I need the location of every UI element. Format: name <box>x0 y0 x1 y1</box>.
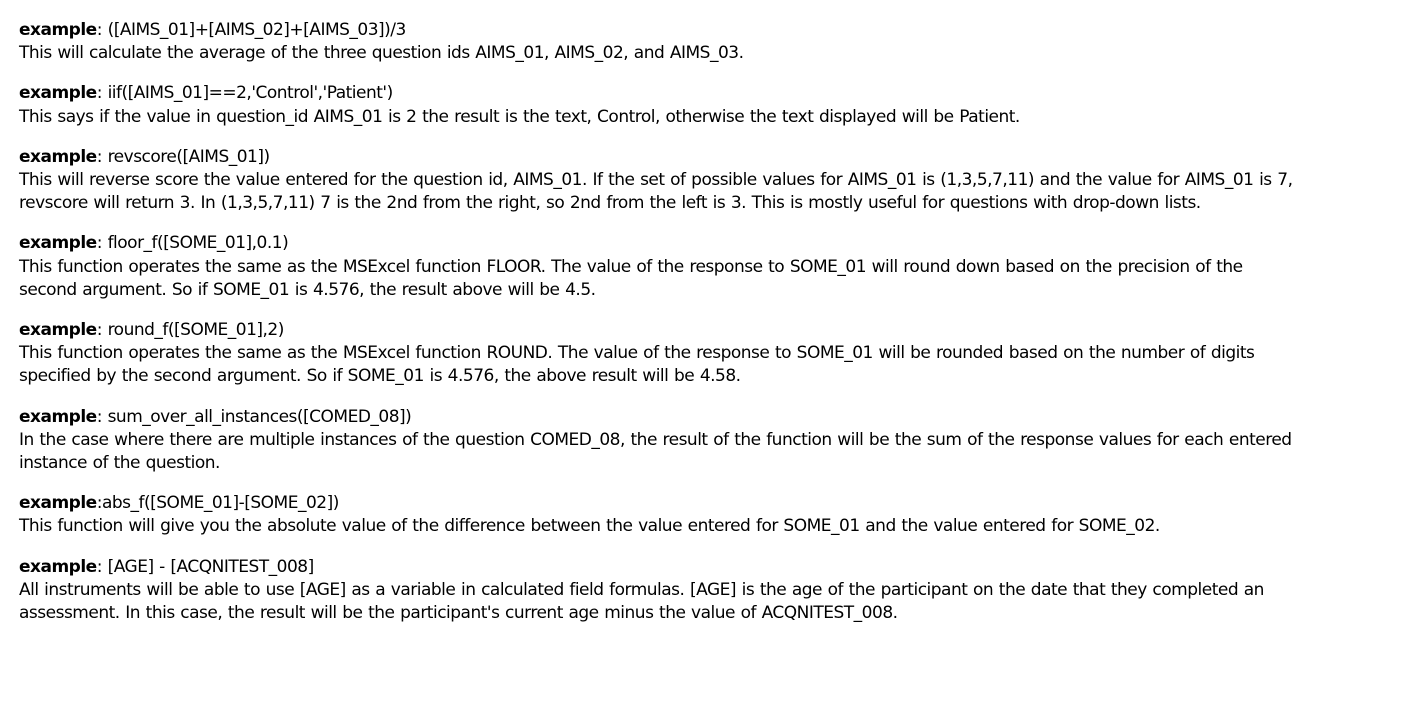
example-formula: sum_over_all_instances([COMED_08]) <box>107 406 412 427</box>
example-heading <box>19 319 1428 342</box>
example-heading <box>19 406 1428 429</box>
example-round <box>19 319 1428 389</box>
example-age <box>19 556 1428 626</box>
example-formula: ([AIMS_01]+[AIMS_02]+[AIMS_03])/3 <box>107 20 406 40</box>
example-separator: : <box>96 83 108 104</box>
example-label: example <box>19 320 97 341</box>
example-sum-over-all-instances <box>19 406 1428 476</box>
example-separator: : <box>96 406 108 427</box>
example-formula: abs_f([SOME_01]-[SOME_02]) <box>101 493 339 514</box>
example-iif <box>19 82 1428 128</box>
example-label: example <box>19 83 97 104</box>
example-description-line: This says if the value in question_id AIMS_01 is 2 the result is the text, Control, otherwise the text displayed will be Patient. <box>19 106 1020 127</box>
example-description-line: This will reverse score the value entered for the question id, AIMS_01. If the set of possible values for AIMS_01 is (1,3,5,7,11) and the value for AIMS_01 is 7, <box>19 170 1293 191</box>
example-formula: iif([AIMS_01]==2,'Control','Patient') <box>107 83 393 104</box>
example-description-line: specified by the second argument. So if SOME_01 is 4.576, the above result will be 4.58. <box>19 366 741 387</box>
example-description-line: In the case where there are multiple instances of the question COMED_08, the result of the function will be the sum of the response values for each entered <box>19 429 1292 450</box>
example-description-line: This will calculate the average of the three question ids AIMS_01, AIMS_02, and AIMS_03. <box>19 43 744 64</box>
example-label: example <box>19 493 97 514</box>
example-formula: revscore([AIMS_01]) <box>107 146 270 167</box>
example-separator: : <box>96 556 108 577</box>
example-formula: floor_f([SOME_01],0.1) <box>107 233 289 254</box>
example-description-line: This function operates the same as the MSExcel function FLOOR. The value of the response to SOME_01 will round down based on the precision of the <box>19 256 1243 277</box>
example-separator: : <box>96 493 102 514</box>
example-floor <box>19 232 1428 302</box>
example-label: example <box>19 20 97 40</box>
example-description-line: This function operates the same as the MSExcel function ROUND. The value of the response to SOME_01 will be rounded based on the number of digits <box>19 343 1255 364</box>
example-separator: : <box>96 20 108 40</box>
example-average <box>19 19 1428 65</box>
example-separator: : <box>96 233 108 254</box>
example-formula: round_f([SOME_01],2) <box>107 320 284 341</box>
example-label: example <box>19 233 97 254</box>
example-heading <box>19 19 1428 42</box>
example-heading <box>19 232 1428 255</box>
example-separator: : <box>96 146 108 167</box>
example-label: example <box>19 556 97 577</box>
example-heading <box>19 492 1428 515</box>
example-description-line: This function will give you the absolute value of the difference between the value entered for SOME_01 and the value entered for SOME_02. <box>19 516 1160 537</box>
example-heading <box>19 556 1428 579</box>
example-description-line: assessment. In this case, the result will be the participant's current age minus the value of ACQNITEST_008. <box>19 603 898 624</box>
example-description-line: revscore will return 3. In (1,3,5,7,11) 7 is the 2nd from the right, so 2nd from the left is 3. This is mostly useful for questions with drop-down lists. <box>19 193 1201 214</box>
example-heading <box>19 82 1428 105</box>
example-label: example <box>19 146 97 167</box>
example-separator: : <box>96 320 108 341</box>
example-description-line: second argument. So if SOME_01 is 4.576, the result above will be 4.5. <box>19 279 596 300</box>
example-abs <box>19 492 1428 538</box>
example-formula: [AGE] - [ACQNITEST_008] <box>107 556 314 577</box>
example-heading <box>19 146 1428 169</box>
example-description-line: All instruments will be able to use [AGE] as a variable in calculated field formulas. [AGE] is the age of the participant on the date that they completed an <box>19 579 1264 600</box>
example-revscore <box>19 146 1428 216</box>
example-description-line: instance of the question. <box>19 453 220 474</box>
example-label: example <box>19 406 97 427</box>
